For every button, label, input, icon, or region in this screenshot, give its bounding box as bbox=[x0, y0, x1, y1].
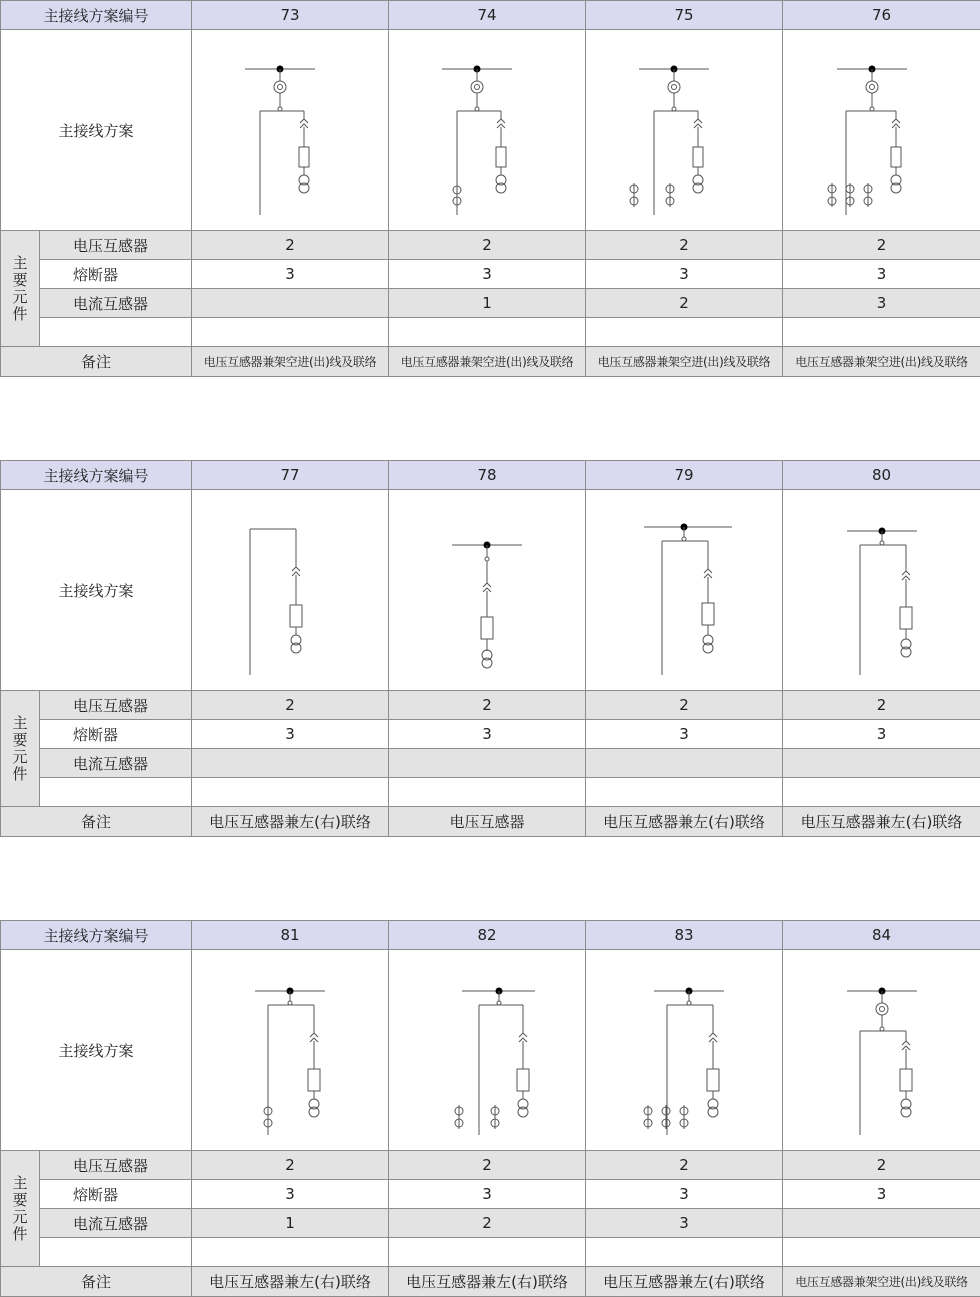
scheme-table-1 bbox=[0, 0, 980, 377]
empty-cell bbox=[389, 778, 586, 807]
main-components-group-label: 主要元件 bbox=[1, 691, 40, 807]
scheme-id: 82 bbox=[389, 921, 586, 950]
note-row-label: 备注 bbox=[1, 807, 192, 837]
note-row-label: 备注 bbox=[1, 1267, 192, 1297]
empty-cell bbox=[586, 778, 783, 807]
fuse-row-label: 熔断器 bbox=[40, 260, 192, 289]
wiring-diagram-80 bbox=[822, 505, 942, 675]
scheme-note: 电压互感器兼架空进(出)线及联络 bbox=[586, 347, 783, 377]
ct-count: 2 bbox=[389, 1209, 586, 1238]
ct-count bbox=[586, 749, 783, 778]
vt-count: 2 bbox=[389, 691, 586, 720]
scheme-note: 电压互感器兼左(右)联络 bbox=[192, 807, 389, 837]
vt-row-label: 电压互感器 bbox=[40, 1151, 192, 1180]
ct-count bbox=[389, 749, 586, 778]
wiring-diagram-81 bbox=[230, 965, 350, 1135]
scheme-id: 84 bbox=[783, 921, 980, 950]
scheme-id: 80 bbox=[783, 461, 980, 490]
scheme-note: 电压互感器兼左(右)联络 bbox=[389, 1267, 586, 1297]
scheme-no-header: 主接线方案编号 bbox=[1, 921, 192, 950]
ct-row-label: 电流互感器 bbox=[40, 1209, 192, 1238]
empty-cell bbox=[40, 778, 192, 807]
ct-count bbox=[192, 289, 389, 318]
scheme-note: 电压互感器 bbox=[389, 807, 586, 837]
ct-count: 2 bbox=[586, 289, 783, 318]
scheme-note: 电压互感器兼左(右)联络 bbox=[783, 807, 980, 837]
vt-row-label: 电压互感器 bbox=[40, 231, 192, 260]
empty-cell bbox=[586, 1238, 783, 1267]
fuse-row-label: 熔断器 bbox=[40, 720, 192, 749]
fuse-count: 3 bbox=[586, 260, 783, 289]
scheme-table-2 bbox=[0, 460, 980, 837]
wiring-diagram-76 bbox=[822, 45, 942, 215]
wiring-diagram-83 bbox=[624, 965, 744, 1135]
fuse-row-label: 熔断器 bbox=[40, 1180, 192, 1209]
wiring-diagram-78 bbox=[427, 505, 547, 675]
empty-cell bbox=[192, 778, 389, 807]
scheme-id: 75 bbox=[586, 1, 783, 30]
vt-count: 2 bbox=[586, 691, 783, 720]
vt-count: 2 bbox=[783, 231, 980, 260]
empty-cell bbox=[783, 318, 980, 347]
scheme-note: 电压互感器兼架空进(出)线及联络 bbox=[192, 347, 389, 377]
scheme-note: 电压互感器兼左(右)联络 bbox=[586, 1267, 783, 1297]
vt-count: 2 bbox=[192, 691, 389, 720]
scheme-note: 电压互感器兼架空进(出)线及联络 bbox=[783, 347, 980, 377]
scheme-note: 电压互感器兼左(右)联络 bbox=[586, 807, 783, 837]
wiring-diagram-74 bbox=[427, 45, 547, 215]
empty-cell bbox=[389, 318, 586, 347]
empty-cell bbox=[389, 1238, 586, 1267]
wiring-diagram-73 bbox=[230, 45, 350, 215]
fuse-count: 3 bbox=[586, 720, 783, 749]
ct-count bbox=[783, 749, 980, 778]
empty-cell bbox=[783, 1238, 980, 1267]
fuse-count: 3 bbox=[783, 720, 980, 749]
ct-count: 1 bbox=[192, 1209, 389, 1238]
vt-count: 2 bbox=[783, 1151, 980, 1180]
ct-count: 3 bbox=[783, 289, 980, 318]
fuse-count: 3 bbox=[389, 1180, 586, 1209]
fuse-count: 3 bbox=[586, 1180, 783, 1209]
vt-count: 2 bbox=[389, 231, 586, 260]
empty-cell bbox=[783, 778, 980, 807]
vt-count: 2 bbox=[192, 231, 389, 260]
empty-cell bbox=[586, 318, 783, 347]
scheme-row-label: 主接线方案 bbox=[1, 950, 192, 1151]
wiring-diagram-75 bbox=[624, 45, 744, 215]
fuse-count: 3 bbox=[192, 1180, 389, 1209]
ct-row-label: 电流互感器 bbox=[40, 749, 192, 778]
vt-count: 2 bbox=[192, 1151, 389, 1180]
fuse-count: 3 bbox=[389, 260, 586, 289]
vt-count: 2 bbox=[586, 1151, 783, 1180]
scheme-table-3 bbox=[0, 920, 980, 1297]
empty-cell bbox=[192, 1238, 389, 1267]
scheme-note: 电压互感器兼架空进(出)线及联络 bbox=[389, 347, 586, 377]
fuse-count: 3 bbox=[783, 260, 980, 289]
scheme-id: 79 bbox=[586, 461, 783, 490]
scheme-id: 74 bbox=[389, 1, 586, 30]
wiring-diagram-82 bbox=[427, 965, 547, 1135]
wiring-diagram-79 bbox=[624, 505, 744, 675]
main-components-group-label: 主要元件 bbox=[1, 1151, 40, 1267]
vt-count: 2 bbox=[389, 1151, 586, 1180]
scheme-no-header: 主接线方案编号 bbox=[1, 1, 192, 30]
wiring-diagram-84 bbox=[822, 965, 942, 1135]
empty-cell bbox=[40, 318, 192, 347]
ct-count: 3 bbox=[586, 1209, 783, 1238]
main-components-group-label: 主要元件 bbox=[1, 231, 40, 347]
empty-cell bbox=[192, 318, 389, 347]
fuse-count: 3 bbox=[192, 260, 389, 289]
fuse-count: 3 bbox=[192, 720, 389, 749]
scheme-id: 81 bbox=[192, 921, 389, 950]
scheme-note: 电压互感器兼架空进(出)线及联络 bbox=[783, 1267, 980, 1297]
scheme-id: 73 bbox=[192, 1, 389, 30]
scheme-note: 电压互感器兼左(右)联络 bbox=[192, 1267, 389, 1297]
vt-row-label: 电压互感器 bbox=[40, 691, 192, 720]
scheme-id: 83 bbox=[586, 921, 783, 950]
fuse-count: 3 bbox=[389, 720, 586, 749]
fuse-count: 3 bbox=[783, 1180, 980, 1209]
ct-count bbox=[192, 749, 389, 778]
ct-row-label: 电流互感器 bbox=[40, 289, 192, 318]
scheme-row-label: 主接线方案 bbox=[1, 490, 192, 691]
note-row-label: 备注 bbox=[1, 347, 192, 377]
scheme-id: 77 bbox=[192, 461, 389, 490]
vt-count: 2 bbox=[586, 231, 783, 260]
scheme-row-label: 主接线方案 bbox=[1, 30, 192, 231]
ct-count bbox=[783, 1209, 980, 1238]
vt-count: 2 bbox=[783, 691, 980, 720]
scheme-no-header: 主接线方案编号 bbox=[1, 461, 192, 490]
scheme-id: 78 bbox=[389, 461, 586, 490]
ct-count: 1 bbox=[389, 289, 586, 318]
empty-cell bbox=[40, 1238, 192, 1267]
scheme-id: 76 bbox=[783, 1, 980, 30]
wiring-diagram-77 bbox=[230, 505, 350, 675]
